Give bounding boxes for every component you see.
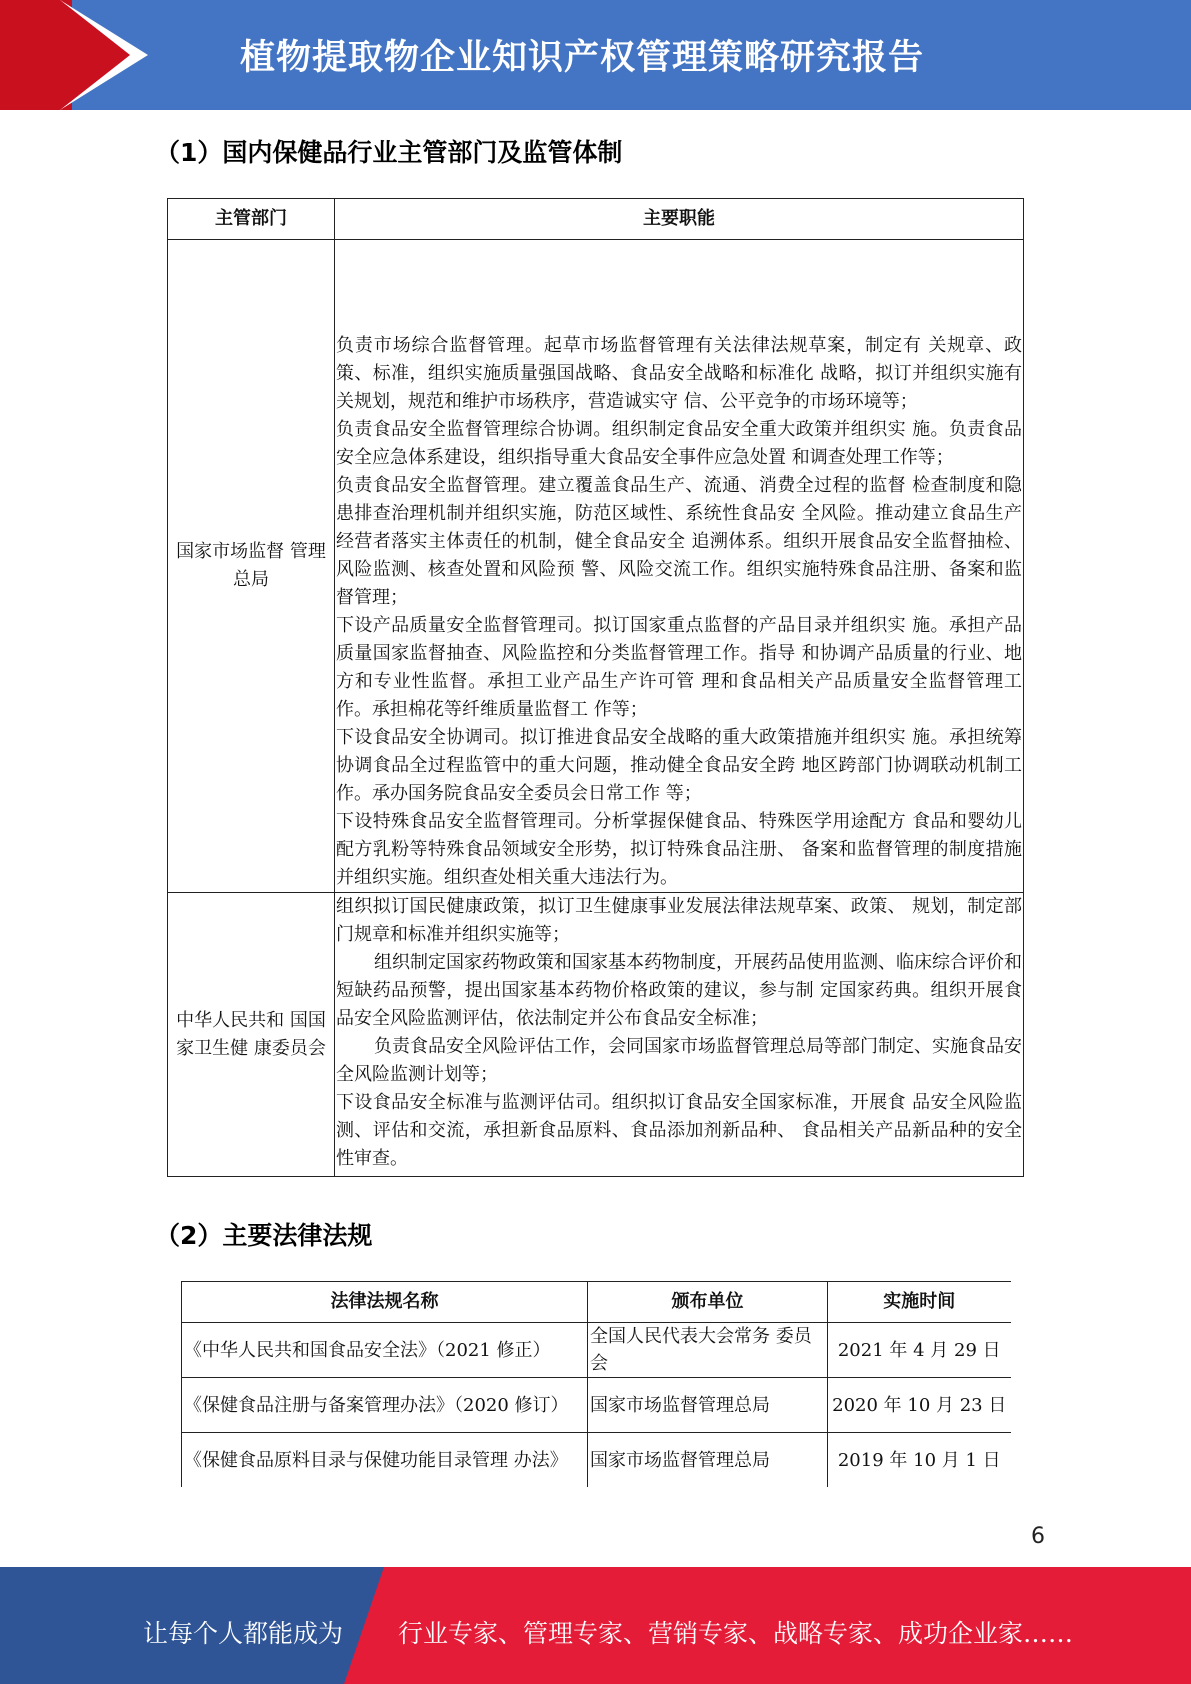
table-row	[168, 893, 1024, 1177]
effective-date-cell: 2020 年 10 月 23 日	[828, 1378, 1011, 1433]
function-cell	[335, 240, 1024, 893]
function-paragraph: 负责食品安全监督管理。建立覆盖食品生产、流通、消费全过程的监督 检查制度和隐患排查治理机制并组织实施，防范区域性、系统性食品安 全风险。推动建立食品生产经营者落实主体责任的机制，健全食品安全 追溯体系。组织开展食品安全监督抽检、风险监测、核查处置和风险预 警、风险交流工作。组织实施特殊食品注册、备案和监督管理；	[336, 475, 1022, 608]
dept-cell: 中华人民共和 国国家卫生健 康委员会	[168, 893, 335, 1177]
regulator-table	[167, 198, 1024, 1177]
table-header-row	[168, 199, 1024, 240]
section1-title: （1）国内保健品行业主管部门及监管体制	[155, 138, 623, 167]
table-row	[168, 240, 1024, 893]
table-header-row	[182, 1282, 1011, 1323]
table-header-cell: 法律法规名称	[182, 1282, 588, 1323]
issuer-cell: 国家市场监督管理总局	[588, 1378, 828, 1433]
function-paragraph: 负责食品安全风险评估工作，会同国家市场监督管理总局等部门制定、实施食品安全风险监测计划等；	[336, 1036, 1022, 1085]
function-paragraph: 组织制定国家药物政策和国家基本药物制度，开展药品使用监测、临床综合评价和短缺药品预警，提出国家基本药物价格政策的建议，参与制 定国家药典。组织开展食品安全风险监测评估，依法制定并公布食品安全标准；	[336, 952, 1022, 1029]
page-number: 6	[1031, 1524, 1045, 1549]
table-header-cell: 实施时间	[828, 1282, 1011, 1323]
table-row	[182, 1378, 1011, 1433]
page-footer	[0, 1567, 1191, 1684]
table-row	[182, 1433, 1011, 1488]
function-paragraph: 下设食品安全标准与监测评估司。组织拟订食品安全国家标准，开展食 品安全风险监测、评估和交流，承担新食品原料、食品添加剂新品种、 食品相关产品新品种的安全性审查。	[336, 1092, 1022, 1169]
table-row	[182, 1323, 1011, 1378]
laws-table	[181, 1281, 1011, 1487]
effective-date-cell: 2021 年 4 月 29 日	[828, 1323, 1011, 1378]
function-paragraph: 组织拟订国民健康政策，拟订卫生健康事业发展法律法规草案、政策、 规划，制定部门规章和标准并组织实施等；	[336, 896, 1022, 945]
footer-slogan-left: 让每个人都能成为	[143, 1619, 344, 1648]
footer-slogan-right: 行业专家、管理专家、营销专家、战略专家、成功企业家……	[398, 1619, 1074, 1648]
function-paragraph: 下设产品质量安全监督管理司。拟订国家重点监督的产品目录并组织实 施。承担产品质量国家监督抽查、风险监控和分类监督管理工作。指导 和协调产品质量的行业、地方和专业性监督。承担工业产品生产许可管 理和食品相关产品质量安全监督管理工作。承担棉花等纤维质量监督工 作等；	[336, 615, 1022, 720]
table-header-cell: 主要职能	[335, 199, 1024, 240]
function-paragraph: 下设特殊食品安全监督管理司。分析掌握保健食品、特殊医学用途配方 食品和婴幼儿配方乳粉等特殊食品领域安全形势，拟订特殊食品注册、 备案和监督管理的制度措施并组织实施。组织查处相关重大违法行为。	[336, 811, 1022, 888]
function-paragraph: 下设食品安全协调司。拟订推进食品安全战略的重大政策措施并组织实 施。承担统筹协调食品全过程监管中的重大问题，推动健全食品安全跨 地区跨部门协调联动机制工作。承办国务院食品安全委员会日常工作 等；	[336, 727, 1022, 804]
section2-title: （2）主要法律法规	[155, 1221, 373, 1250]
function-paragraph: 负责食品安全监督管理综合协调。组织制定食品安全重大政策并组织实 施。负责食品安全应急体系建设，组织指导重大食品安全事件应急处置 和调查处理工作等；	[336, 419, 1022, 468]
effective-date-cell: 2019 年 10 月 1 日	[828, 1433, 1011, 1488]
dept-cell: 国家市场监督 管理总局	[168, 240, 335, 893]
page-header	[0, 0, 1191, 110]
table-header-cell: 主管部门	[168, 199, 335, 240]
law-name-cell: 《保健食品注册与备案管理办法》（2020 修订）	[182, 1378, 588, 1433]
function-paragraph: 负责市场综合监督管理。起草市场监督管理有关法律法规草案，制定有 关规章、政策、标准，组织实施质量强国战略、食品安全战略和标准化 战略，拟订并组织实施有关规划，规范和维护市场秩序，营造诚实守 信、公平竞争的市场环境等；	[336, 335, 1022, 412]
function-cell	[335, 893, 1024, 1177]
issuer-cell: 全国人民代表大会常务 委员会	[588, 1323, 828, 1378]
footer-blue-slant	[344, 1567, 384, 1684]
issuer-cell: 国家市场监督管理总局	[588, 1433, 828, 1488]
law-name-cell: 《中华人民共和国食品安全法》（2021 修正）	[182, 1323, 588, 1378]
header-red-arrow	[60, 0, 130, 110]
table-header-cell: 颁布单位	[588, 1282, 828, 1323]
report-title: 植物提取物企业知识产权管理策略研究报告	[240, 38, 925, 78]
law-name-cell: 《保健食品原料目录与保健功能目录管理 办法》	[182, 1433, 588, 1488]
